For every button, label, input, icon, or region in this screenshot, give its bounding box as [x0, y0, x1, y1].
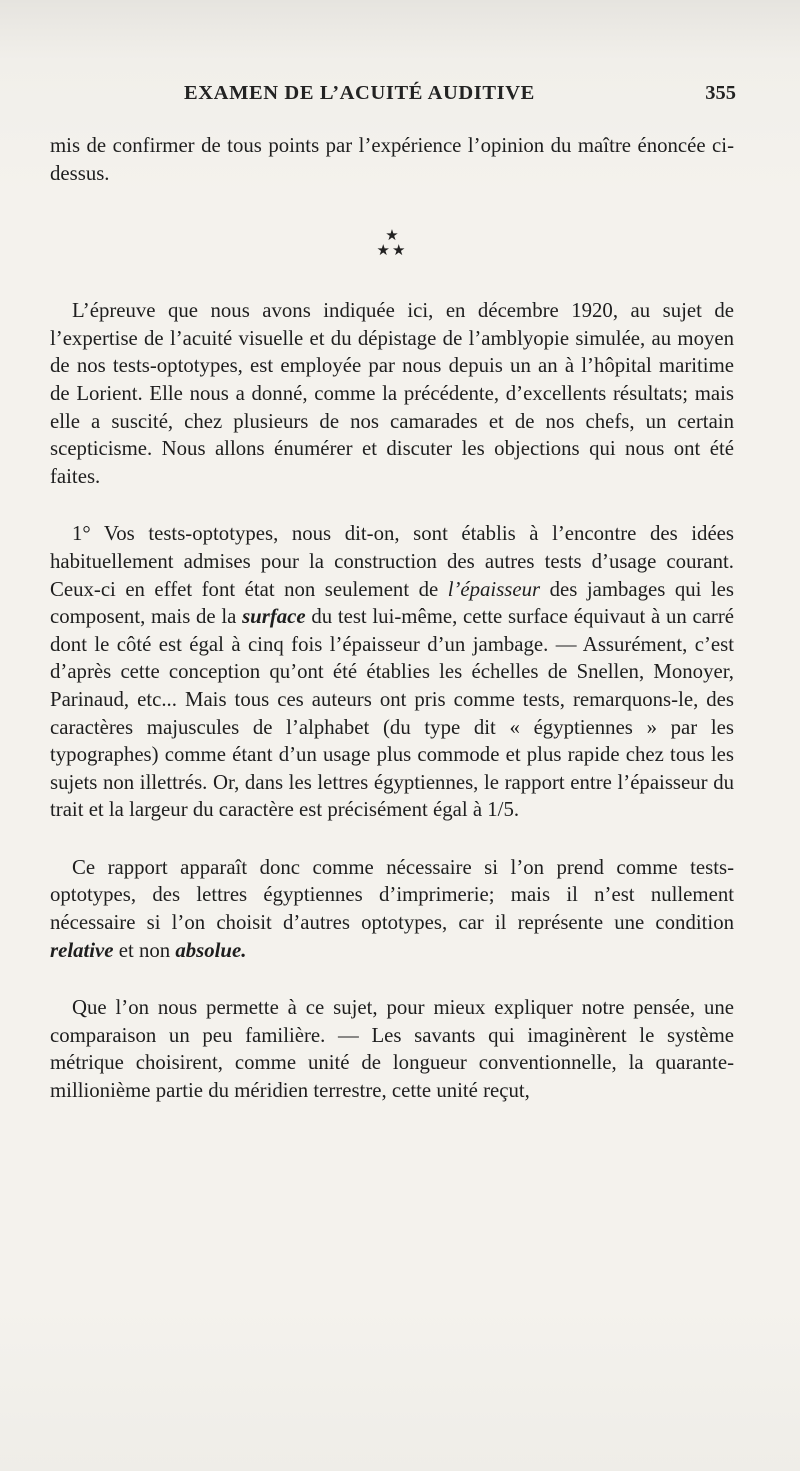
paragraph-objection-1-part-b: des jambages qui les composent, mais de la	[50, 577, 734, 629]
italic-epaisseur: l’épaisseur	[447, 577, 541, 601]
paragraph-objection-1-part-a: 1° Vos tests-optotypes, nous dit-on, sont établis à l’encontre des idées habituellement admises pour la construction des autres tests d’usage courant. Ceux-ci en effet font état non seulement de	[50, 522, 734, 601]
section-separator-asterism	[50, 229, 734, 259]
paragraph-continuation: mis de confirmer de tous points par l’expérience l’opinion du maître énoncée ci-dessus.	[50, 134, 734, 185]
paragraph-rapport-part-a: Ce rapport apparaît donc comme nécessaire si l’on prend comme tests-optotypes, des lettres égyptiennes d’imprimerie; mais il n’est nullement nécessaire si l’on choisit d’autres optotypes, car il représente une condition	[50, 855, 734, 935]
paragraph-epreuve: L’épreuve que nous avons indiquée ici, en décembre 1920, au sujet de l’expertise de l’acuité visuelle et du dépistage de l’amblyopie simulée, au moyen de nos tests-optotypes, est employée par nous depuis un an à l’hôpital maritime de Lorient. Elle nous a donné, comme la précédente, d’excellents résultats; mais elle a suscité, chez plusieurs de nos camarades et de nos chefs, un certain scepticisme. Nous allons énumérer et discuter les objections qui nous ont été faites.	[50, 299, 734, 488]
paragraph-rapport	[50, 854, 734, 964]
separator-top-star: ★	[385, 228, 399, 245]
page-header	[58, 80, 736, 114]
body-text	[50, 132, 734, 1105]
paragraph-comparaison: Que l’on nous permette à ce sujet, pour mieux expliquer notre pensée, une comparaison un peu familière. — Les savants qui imaginèrent le système métrique choisirent, comme unité de longueur conventionnelle, la quarante-millionième partie du méridien terrestre, cette unité reçut,	[50, 996, 734, 1103]
page-number: 355	[705, 82, 736, 104]
paragraph-objection-1	[50, 520, 734, 824]
paragraph-objection-1-part-c: du test lui-même, cette surface équivaut à un carré dont le côté est égal à cinq fois l’épaisseur d’un jambage. — Assurément, c’est d’après cette conception qu’ont été établies les échelles de Snellen, Monoyer, Parinaud, etc... Mais tous ces auteurs ont pris comme tests, remarquons-le, des caractères majuscules de l’alphabet (du type dit « égyptiennes » par les typographes) comme étant d’un usage plus commode et plus rapide chez tous les sujets non illettrés. Or, dans les lettres égyptiennes, le rapport entre l’épaisseur du trait et la largeur du caractère est précisément égal à 1/5.	[50, 605, 735, 822]
running-title: EXAMEN DE L’ACUITÉ AUDITIVE	[184, 82, 535, 104]
italic-surface: surface	[242, 605, 306, 629]
paragraph-rapport-part-b: et non	[113, 938, 176, 962]
separator-bottom-stars: ★★	[376, 243, 408, 260]
italic-relative: relative	[50, 938, 114, 962]
italic-absolue: absolue.	[175, 938, 247, 962]
